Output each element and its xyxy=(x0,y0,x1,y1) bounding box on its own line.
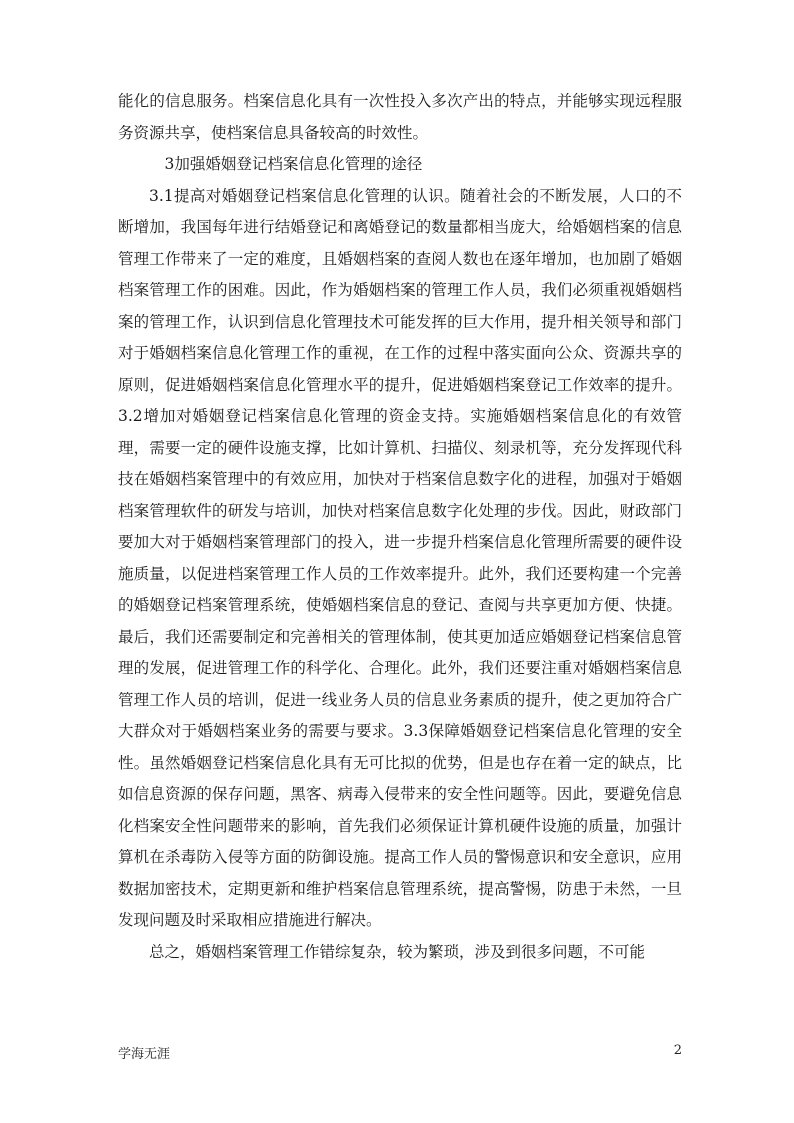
paragraph-continuation: 能化的信息服务。档案信息化具有一次性投入多次产出的特点，并能够实现远程服务资源共享，使档案信息具备较高的时效性。 xyxy=(118,92,682,142)
section-heading: 3加强婚姻登记档案信息化管理的途径 xyxy=(164,155,423,173)
page-number: 2 xyxy=(673,1043,682,1058)
paragraph-conclusion: 总之，婚姻档案管理工作错综复杂，较为繁琐，涉及到很多问题，不可能 xyxy=(149,942,646,961)
body-text xyxy=(118,86,682,968)
footer-label: 学海无涯 xyxy=(118,1047,171,1062)
paragraph-main: 3.1提高对婚姻登记档案信息化管理的认识。随着社会的不断发展，人口的不断增加，我国每年进行结婚登记和离婚登记的数量都相当庞大，给婚姻档案的信息管理工作带来了一定的难度，且婚姻档案的查阅人数也在逐年增加，也加剧了婚姻档案管理工作的困难。因此，作为婚姻档案的管理工作人员，我们必须重视婚姻档案的管理工作，认识到信息化管理技术可能发挥的巨大作用，提升相关领导和部门对于婚姻档案信息化管理工作的重视，在工作的过程中落实面向公众、资源共享的原则，促进婚姻档案信息化管理水平的提升，促进婚姻档案登记工作效率的提升。3.2增加对婚姻登记档案信息化管理的资金支持。实施婚姻档案信息化的有效管理，需要一定的硬件设施支撑，比如计算机、扫描仪、刻录机等，充分发挥现代科技在婚姻档案管理中的有效应用，加快对于档案信息数字化的进程，加强对于婚姻档案管理软件的研发与培训，加快对档案信息数字化处理的步伐。因此，财政部门要加大对于婚姻档案管理部门的投入，进一步提升档案信息化管理所需要的硬件设施质量，以促进档案管理工作人员的工作效率提升。此外，我们还要构建一个完善的婚姻登记档案管理系统，使婚姻档案信息的登记、查阅与共享更加方便、快捷。最后，我们还需要制定和完善相关的管理体制，使其更加适应婚姻登记档案信息管理的发展，促进管理工作的科学化、合理化。此外，我们还要注重对婚姻档案信息管理工作人员的培训，促进一线业务人员的信息业务素质的提升，使之更加符合广大群众对于婚姻档案业务的需要与要求。3.3保障婚姻登记档案信息化管理的安全性。虽然婚姻登记档案信息化具有无可比拟的优势，但是也存在着一定的缺点，比如信息资源的保存问题，黑客、病毒入侵带来的安全性问题等。因此，要避免信息化档案安全性问题带来的影响，首先我们必须保证计算机硬件设施的质量，加强计算机在杀毒防入侵等方面的防御设施。提高工作人员的警惕意识和安全意识，应用数据加密技术，定期更新和维护档案信息管理系统，提高警惕，防患于未然，一旦发现问题及时采取相应措施进行解决。 xyxy=(118,186,682,929)
page-footer xyxy=(118,1043,682,1063)
